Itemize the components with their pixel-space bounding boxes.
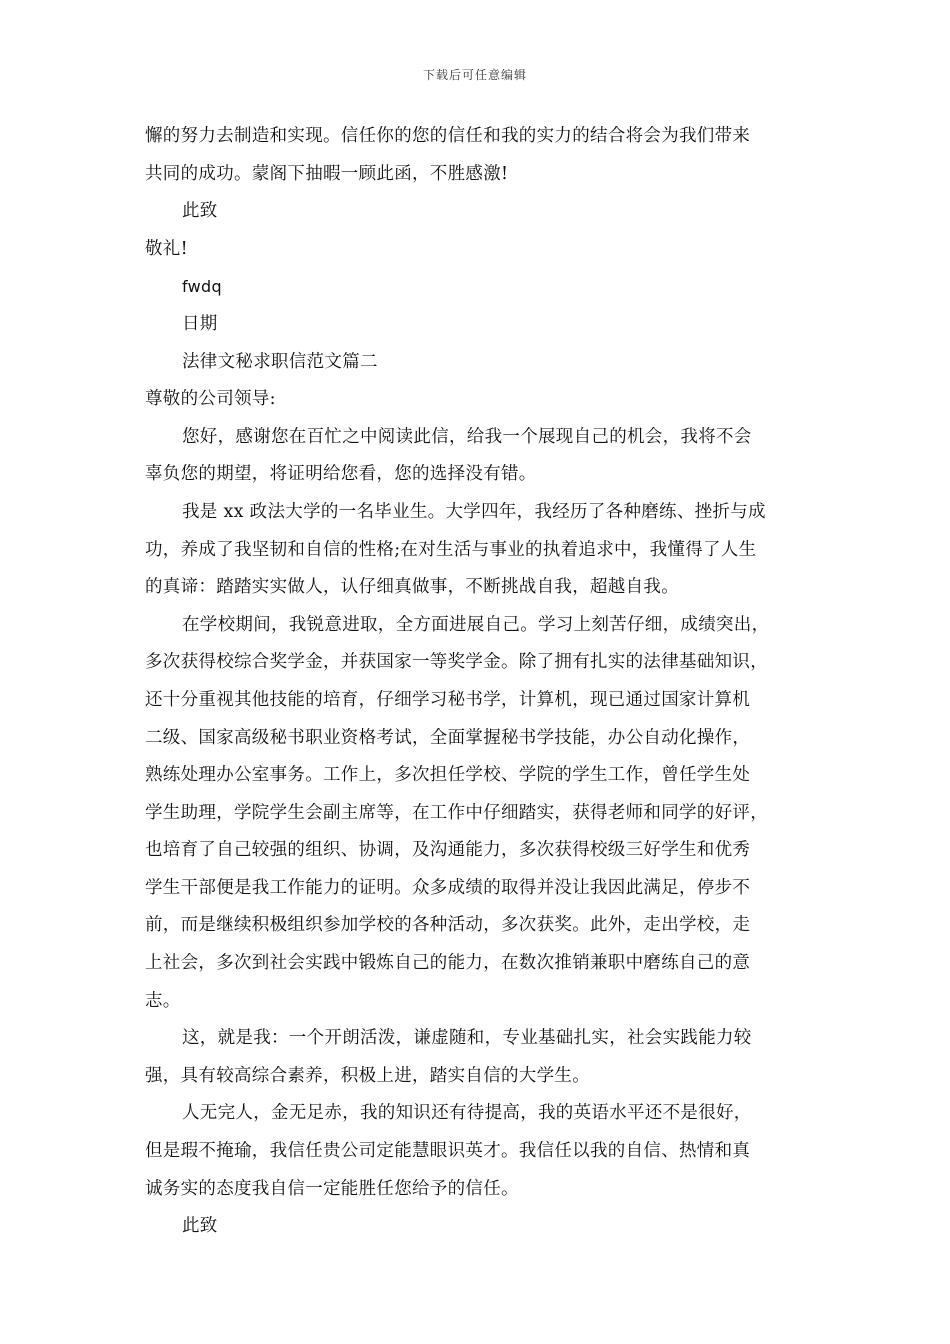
text-line: 二级、国家高级秘书职业资格考试，全面掌握秘书学技能，办公自动化操作， bbox=[145, 727, 751, 748]
text-line: 人无完人，金无足赤，我的知识还有待提高，我的英语水平还不是很好， bbox=[182, 1103, 752, 1124]
text-line: 也培育了自己较强的组织、协调，及沟通能力，多次获得校级三好学生和优秀 bbox=[145, 840, 751, 861]
text-line: 这，就是我：一个开朗活泼，谦虚随和，专业基础扎实，社会实践能力较 bbox=[182, 1028, 752, 1049]
signature: fwdq bbox=[182, 277, 222, 297]
page-header: 下载后可任意编辑 bbox=[422, 68, 527, 82]
date-line: 日期 bbox=[182, 313, 218, 334]
text-line: 强，具有较高综合素养，积极上进，踏实自信的大学生。 bbox=[145, 1065, 590, 1086]
section-title: 法律文秘求职信范文篇二 bbox=[182, 351, 378, 372]
text-line: 功，养成了我坚韧和自信的性格;在对生活与事业的执着追求中，我懂得了人生 bbox=[145, 539, 757, 560]
text-line: 熟练处理办公室事务。工作上，多次担任学校、学院的学生工作，曾任学生处 bbox=[145, 765, 751, 786]
text-line: 懈的努力去制造和实现。信任你的您的信任和我的实力的结合将会为我们带来 bbox=[145, 126, 751, 146]
text-line: 还十分重视其他技能的培育，仔细学习秘书学，计算机，现已通过国家计算机 bbox=[145, 689, 751, 710]
text-line: 志。 bbox=[145, 990, 181, 1011]
text-line: 但是瑕不掩瑜，我信任贵公司定能慧眼识英才。我信任以我的自信、热情和真 bbox=[145, 1141, 751, 1162]
text-line: 学生干部便是我工作能力的证明。众多成绩的取得并没让我因此满足，停步不 bbox=[145, 877, 751, 898]
closing-regards: 敬礼! bbox=[145, 238, 188, 259]
text-line: 辜负您的期望，将证明给您看，您的选择没有错。 bbox=[145, 464, 537, 485]
text-line: 诚务实的态度我自信一定能胜任您给予的信任。 bbox=[145, 1178, 519, 1199]
text-line: 学生助理，学院学生会副主席等，在工作中仔细踏实，获得老师和同学的好评， bbox=[145, 802, 768, 823]
closing-salutation: 此致 bbox=[182, 201, 218, 222]
greeting: 尊敬的公司领导: bbox=[145, 389, 276, 410]
text-line: 上社会，多次到社会实践中锻炼自己的能力，在数次推销兼职中磨练自己的意 bbox=[145, 953, 751, 974]
closing-salutation: 此致 bbox=[182, 1216, 218, 1237]
text-line: 我是 xx 政法大学的一名毕业生。大学四年，我经历了各种磨练、挫折与成 bbox=[182, 501, 766, 522]
text-line: 前，而是继续积极组织参加学校的各种活动，多次获奖。此外，走出学校，走 bbox=[145, 915, 751, 936]
text-line: 的真谛：踏踏实实做人，认仔细真做事，不断挑战自我，超越自我。 bbox=[145, 577, 679, 598]
text-line: 您好，感谢您在百忙之中阅读此信，给我一个展现自己的机会，我将不会 bbox=[182, 426, 752, 447]
text-line: 多次获得校综合奖学金，并获国家一等奖学金。除了拥有扎实的法律基础知识， bbox=[145, 652, 768, 673]
letter-body bbox=[145, 118, 820, 1246]
text-line: 共同的成功。蒙阁下抽暇一顾此函，不胜感激! bbox=[145, 163, 509, 184]
text-line: 在学校期间，我锐意进取，全方面进展自己。学习上刻苦仔细，成绩突出， bbox=[182, 614, 770, 635]
